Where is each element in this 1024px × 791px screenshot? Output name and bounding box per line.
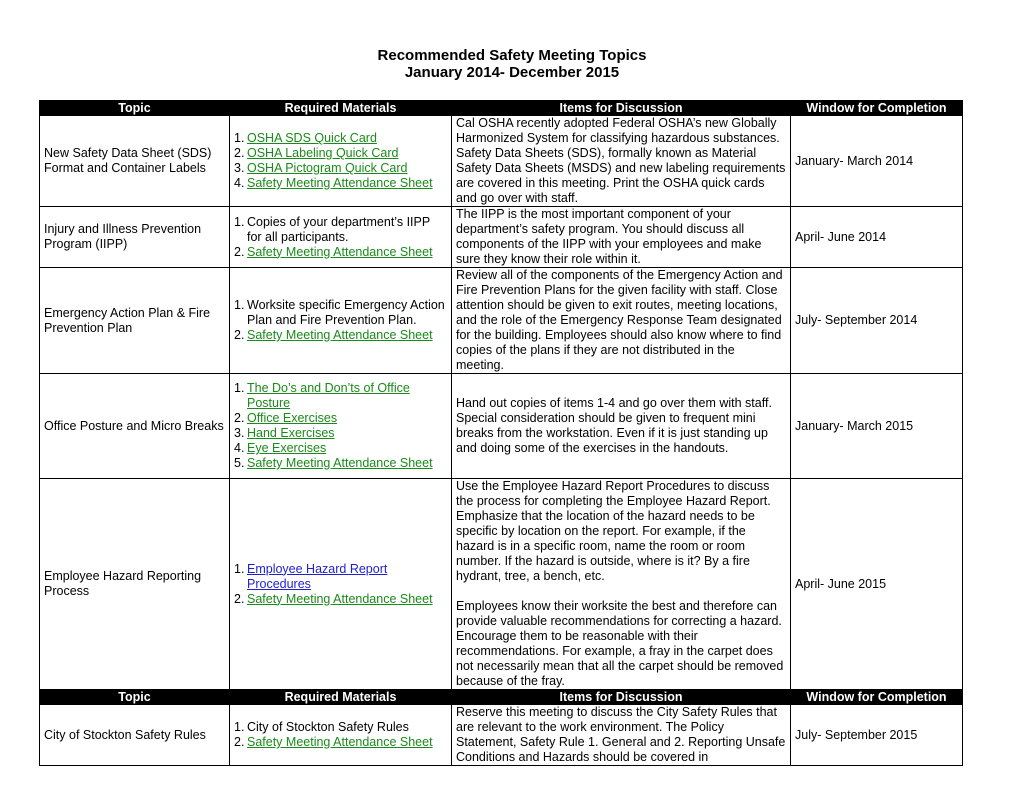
column-header-window: Window for Completion <box>791 690 963 705</box>
attendance-sheet-link[interactable]: Safety Meeting Attendance Sheet <box>247 735 433 749</box>
attendance-sheet-link[interactable]: Safety Meeting Attendance Sheet <box>247 591 433 606</box>
discussion-cell: Cal OSHA recently adopted Federal OSHA’s new Globally Harmonized System for classifying hazardous substances. Safety Data Sheets (SDS), formally known as Material Safety Data Sheets (MSDS) and new labeling requirements are covered in this meeting. Print the OSHA quick cards and go over with staff. <box>452 116 791 207</box>
discussion-paragraph: Employees know their worksite the best and therefore can provide valuable recommendations for correcting a hazard. Encourage them to be reasonable with their recommendations. For example, a fray in the carpet does not necessarily mean that all the carpet should be removed because of the fray. <box>456 599 784 688</box>
materials-cell <box>230 374 452 479</box>
discussion-paragraph: Use the Employee Hazard Report Procedures to discuss the process for completing the Employee Hazard Report. Emphasize that the location of the hazard needs to be specific by location on the report. For example, if the hazard is in a specific room, name the room or room number. If the hazard is outside, where is it? By a fire hydrant, tree, a bench, etc. <box>456 479 771 583</box>
material-item: 2. Safety Meeting Attendance Sheet <box>234 328 433 342</box>
table-row <box>40 705 963 766</box>
materials-cell <box>230 207 452 268</box>
column-header-topic: Topic <box>40 101 230 116</box>
discussion-cell: Reserve this meeting to discuss the City Safety Rules that are relevant to the work environment. The Policy Statement, Safety Rule 1. General and 2. Reporting Unsafe Conditions and Hazards should be covered in <box>452 705 791 766</box>
discussion-cell <box>452 479 791 690</box>
attendance-sheet-link[interactable]: Safety Meeting Attendance Sheet <box>247 456 433 470</box>
employee-hazard-report-link[interactable]: Employee Hazard Report Procedures <box>247 561 388 591</box>
window-cell: April- June 2015 <box>791 479 963 690</box>
materials-cell <box>230 116 452 207</box>
topic-cell: Emergency Action Plan & Fire Prevention Plan <box>40 268 230 374</box>
material-item: 2. Safety Meeting Attendance Sheet <box>234 591 433 606</box>
material-item: 3. Hand Exercises <box>234 426 335 440</box>
window-cell: January- March 2014 <box>791 116 963 207</box>
column-header-window: Window for Completion <box>791 101 963 116</box>
office-exercises-link[interactable]: Office Exercises <box>247 411 338 425</box>
materials-cell <box>230 479 452 690</box>
document-title: Recommended Safety Meeting Topics <box>377 47 647 64</box>
material-item: 4. Safety Meeting Attendance Sheet <box>234 176 433 190</box>
table-header-row <box>40 690 963 705</box>
table-row <box>40 479 963 690</box>
material-item: 1. Worksite specific Emergency Action Plan and Fire Prevention Plan. <box>234 298 445 327</box>
discussion-cell: Review all of the components of the Emergency Action and Fire Prevention Plans for the given facility with staff. Close attention should be given to exit routes, meeting locations, and the role of the Emergency Response Team designated for the building. Employees should also know where to find copies of the plans if they are not distributed in the meeting. <box>452 268 791 374</box>
material-item: 1. Copies of your department’s IIPP for all participants. <box>234 214 430 244</box>
discussion-cell: Hand out copies of items 1-4 and go over them with staff. Special consideration should be given to frequent mini breaks from the workstation. Even if it is just standing up and doing some of the exercises in the handouts. <box>452 374 791 479</box>
title-block <box>0 47 1024 81</box>
attendance-sheet-link[interactable]: Safety Meeting Attendance Sheet <box>247 244 433 259</box>
column-header-materials: Required Materials <box>230 101 452 116</box>
material-item: 2. OSHA Labeling Quick Card <box>234 146 399 160</box>
table-row <box>40 268 963 374</box>
material-item: 2. Safety Meeting Attendance Sheet <box>234 244 433 259</box>
column-header-topic: Topic <box>40 690 230 705</box>
table-row <box>40 207 963 268</box>
topic-cell: Office Posture and Micro Breaks <box>40 374 230 479</box>
window-cell: April- June 2014 <box>791 207 963 268</box>
window-cell: January- March 2015 <box>791 374 963 479</box>
material-item: 5. Safety Meeting Attendance Sheet <box>234 456 433 470</box>
materials-cell <box>230 268 452 374</box>
material-item: 1. Employee Hazard Report Procedures <box>234 561 388 591</box>
safety-topics-table <box>39 100 963 766</box>
material-item: 1. City of Stockton Safety Rules <box>234 720 409 734</box>
topic-cell: New Safety Data Sheet (SDS) Format and Container Labels <box>40 116 230 207</box>
column-header-discussion: Items for Discussion <box>452 690 791 705</box>
topic-cell: Employee Hazard Reporting Process <box>40 479 230 690</box>
attendance-sheet-link[interactable]: Safety Meeting Attendance Sheet <box>247 176 433 190</box>
material-item: 3. OSHA Pictogram Quick Card <box>234 161 408 175</box>
discussion-cell: The IIPP is the most important component of your department’s safety program. You should discuss all components of the IIPP with your employees and make sure they know their role within it. <box>452 207 791 268</box>
window-cell: July- September 2015 <box>791 705 963 766</box>
osha-labeling-quick-card-link[interactable]: OSHA Labeling Quick Card <box>247 146 399 160</box>
hand-exercises-link[interactable]: Hand Exercises <box>247 426 335 440</box>
topic-cell: Injury and Illness Prevention Program (IIPP) <box>40 207 230 268</box>
window-cell: July- September 2014 <box>791 268 963 374</box>
attendance-sheet-link[interactable]: Safety Meeting Attendance Sheet <box>247 328 433 342</box>
table-header-row <box>40 101 963 116</box>
materials-cell <box>230 705 452 766</box>
office-posture-link[interactable]: The Do’s and Don’ts of Office Posture <box>247 381 410 410</box>
eye-exercises-link[interactable]: Eye Exercises <box>247 441 327 455</box>
topic-cell: City of Stockton Safety Rules <box>40 705 230 766</box>
table-row <box>40 116 963 207</box>
column-header-discussion: Items for Discussion <box>452 101 791 116</box>
material-item: 2. Office Exercises <box>234 411 338 425</box>
material-item: 1. The Do’s and Don’ts of Office Posture <box>234 381 410 410</box>
document-subtitle: January 2014- December 2015 <box>404 64 620 81</box>
material-item: 4. Eye Exercises <box>234 441 327 455</box>
material-item: 2. Safety Meeting Attendance Sheet <box>234 735 433 749</box>
column-header-materials: Required Materials <box>230 690 452 705</box>
material-item: 1. OSHA SDS Quick Card <box>234 131 377 145</box>
osha-sds-quick-card-link[interactable]: OSHA SDS Quick Card <box>247 131 377 145</box>
table-row <box>40 374 963 479</box>
osha-pictogram-quick-card-link[interactable]: OSHA Pictogram Quick Card <box>247 161 408 175</box>
